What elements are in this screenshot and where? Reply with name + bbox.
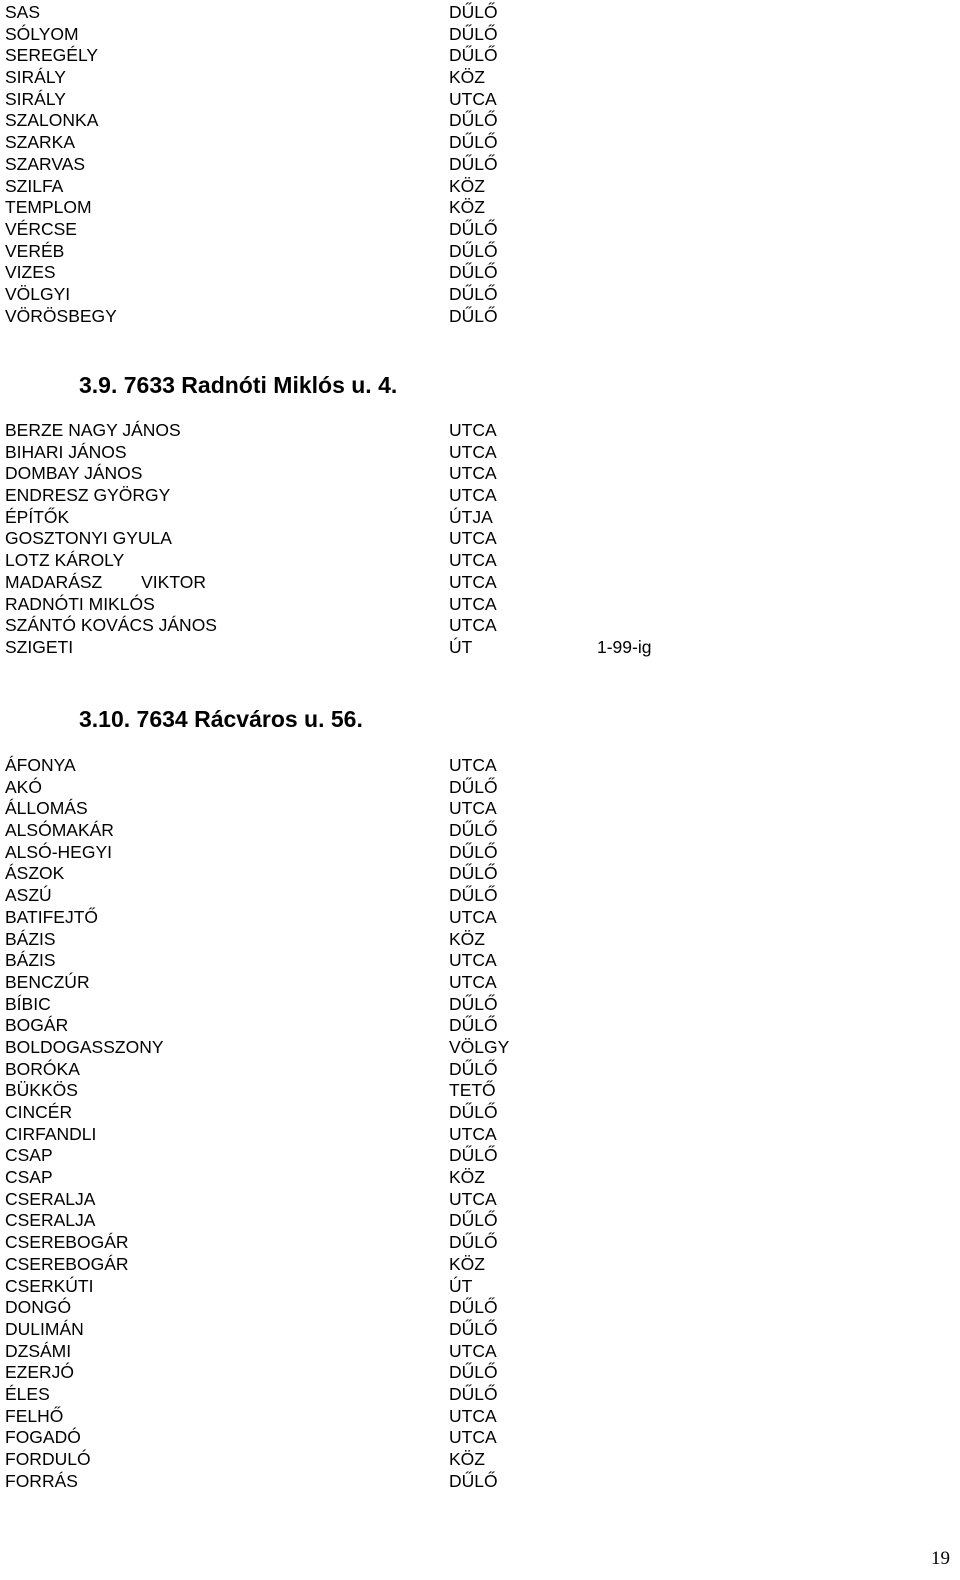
street-list-section-38 bbox=[5, 2, 905, 327]
street-list-section-310 bbox=[5, 755, 905, 1492]
street-name: ÉPÍTŐK bbox=[5, 506, 70, 527]
street-name: BENCZÚR bbox=[5, 971, 90, 992]
street-type: KÖZ bbox=[449, 1253, 485, 1274]
street-row bbox=[5, 1145, 905, 1167]
street-name: ÁLLOMÁS bbox=[5, 798, 88, 819]
street-type: KÖZ bbox=[449, 1449, 485, 1469]
street-row bbox=[5, 154, 905, 176]
street-type: KÖZ bbox=[449, 67, 485, 88]
street-name: SZALONKA bbox=[5, 110, 99, 131]
street-type: UTCA bbox=[449, 798, 497, 819]
street-name: BÜKKÖS bbox=[5, 1080, 78, 1101]
street-row bbox=[5, 550, 905, 572]
street-name: FORRÁS bbox=[5, 1470, 78, 1491]
street-type: DŰLŐ bbox=[449, 218, 498, 239]
street-type: ÚT bbox=[449, 1275, 473, 1296]
street-row bbox=[5, 528, 905, 550]
street-name: FOGADÓ bbox=[5, 1427, 81, 1448]
street-row bbox=[5, 1341, 905, 1363]
street-row bbox=[5, 463, 905, 485]
street-type: DŰLŐ bbox=[449, 1145, 498, 1166]
street-name: DONGÓ bbox=[5, 1297, 72, 1318]
street-name: BÍBIC bbox=[5, 993, 51, 1014]
street-row bbox=[5, 1254, 905, 1276]
street-type: DŰLŐ bbox=[449, 1232, 498, 1253]
street-row bbox=[5, 1319, 905, 1341]
street-row bbox=[5, 1384, 905, 1406]
street-name: ALSÓMAKÁR bbox=[5, 820, 114, 841]
street-name: BOLDOGASSZONY bbox=[5, 1036, 164, 1057]
street-row bbox=[5, 615, 905, 637]
street-row bbox=[5, 1124, 905, 1146]
street-row bbox=[5, 262, 905, 284]
street-name: CSERKÚTI bbox=[5, 1275, 94, 1296]
street-row bbox=[5, 24, 905, 46]
street-type: DŰLŐ bbox=[449, 1210, 498, 1231]
street-name: EZERJÓ bbox=[5, 1362, 75, 1383]
street-type: UTCA bbox=[449, 615, 497, 636]
street-name: CIRFANDLI bbox=[5, 1123, 97, 1144]
street-name: AKÓ bbox=[5, 776, 42, 797]
street-type: DŰLŐ bbox=[449, 2, 498, 22]
street-name: VÉRCSE bbox=[5, 218, 77, 239]
street-row bbox=[5, 89, 905, 111]
street-name: BORÓKA bbox=[5, 1058, 80, 1079]
street-row bbox=[5, 950, 905, 972]
street-name: ÁFONYA bbox=[5, 755, 76, 775]
street-type: UTCA bbox=[449, 950, 497, 971]
street-type: KÖZ bbox=[449, 197, 485, 218]
street-type: DŰLŐ bbox=[449, 1297, 498, 1318]
street-row bbox=[5, 755, 905, 777]
street-type: DŰLŐ bbox=[449, 885, 498, 906]
street-name: SZARVAS bbox=[5, 153, 86, 174]
street-type: DŰLŐ bbox=[449, 1362, 498, 1383]
page-number: 19 bbox=[931, 1548, 950, 1569]
street-row bbox=[5, 1232, 905, 1254]
street-name: VÖRÖSBEGY bbox=[5, 305, 117, 326]
street-row bbox=[5, 45, 905, 67]
street-type: DŰLŐ bbox=[449, 240, 498, 261]
street-type: UTCA bbox=[449, 1188, 497, 1209]
street-name: SIRÁLY bbox=[5, 67, 66, 88]
street-type: UTCA bbox=[449, 528, 497, 549]
street-row bbox=[5, 2, 905, 24]
street-row bbox=[5, 1471, 905, 1493]
street-row bbox=[5, 485, 905, 507]
street-name: CSERALJA bbox=[5, 1188, 96, 1209]
section-heading-3-9: 3.9. 7633 Radnóti Miklós u. 4. bbox=[79, 372, 398, 398]
street-type: DŰLŐ bbox=[449, 820, 498, 841]
street-type: UTCA bbox=[449, 1405, 497, 1426]
street-type: DŰLŐ bbox=[449, 1102, 498, 1122]
street-type: DŰLŐ bbox=[449, 993, 498, 1014]
street-row bbox=[5, 1449, 905, 1471]
street-name: LOTZ KÁROLY bbox=[5, 550, 125, 571]
street-row bbox=[5, 442, 905, 464]
street-name: BOGÁR bbox=[5, 1015, 69, 1036]
street-row bbox=[5, 132, 905, 154]
street-row bbox=[5, 241, 905, 263]
street-row bbox=[5, 284, 905, 306]
street-name: ALSÓ-HEGYI bbox=[5, 841, 112, 862]
street-row bbox=[5, 1037, 905, 1059]
street-row bbox=[5, 820, 905, 842]
street-row bbox=[5, 777, 905, 799]
street-row bbox=[5, 1276, 905, 1298]
street-name: CSAP bbox=[5, 1167, 53, 1188]
street-name: DZSÁMI bbox=[5, 1340, 72, 1361]
street-type: ÚT bbox=[449, 636, 473, 657]
street-row bbox=[5, 219, 905, 241]
street-name: GOSZTONYI GYULA bbox=[5, 528, 172, 549]
street-type: DŰLŐ bbox=[449, 776, 498, 797]
street-type: DŰLŐ bbox=[449, 841, 498, 862]
street-row bbox=[5, 994, 905, 1016]
street-row bbox=[5, 572, 905, 594]
street-name: ENDRESZ GYÖRGY bbox=[5, 485, 171, 506]
street-type: UTCA bbox=[449, 571, 497, 592]
street-name: CSEREBOGÁR bbox=[5, 1253, 129, 1274]
street-name: RADNÓTI MIKLÓS bbox=[5, 593, 155, 614]
street-name: VIZES bbox=[5, 262, 56, 283]
street-type: DŰLŐ bbox=[449, 1058, 498, 1079]
street-note: 1-99-ig bbox=[597, 636, 652, 657]
street-type: DŰLŐ bbox=[449, 305, 498, 326]
street-type: DŰLŐ bbox=[449, 23, 498, 44]
street-type: KÖZ bbox=[449, 175, 485, 196]
street-row bbox=[5, 306, 905, 328]
street-name: VERÉB bbox=[5, 240, 65, 261]
street-name: BATIFEJTŐ bbox=[5, 906, 99, 927]
street-type: UTCA bbox=[449, 463, 497, 484]
street-name: VÖLGYI bbox=[5, 283, 71, 304]
street-row bbox=[5, 863, 905, 885]
street-name: SZÁNTÓ KOVÁCS JÁNOS bbox=[5, 615, 217, 636]
street-row bbox=[5, 1167, 905, 1189]
street-row bbox=[5, 176, 905, 198]
street-name: BÁZIS bbox=[5, 950, 56, 971]
street-type: UTCA bbox=[449, 1123, 497, 1144]
street-row bbox=[5, 197, 905, 219]
street-row bbox=[5, 929, 905, 951]
street-row bbox=[5, 1102, 905, 1124]
street-type: DŰLŐ bbox=[449, 1015, 498, 1036]
street-row bbox=[5, 1210, 905, 1232]
street-type: UTCA bbox=[449, 906, 497, 927]
street-name: SAS bbox=[5, 2, 41, 22]
street-type: DŰLŐ bbox=[449, 45, 498, 66]
street-name: SEREGÉLY bbox=[5, 45, 99, 66]
street-name: CSEREBOGÁR bbox=[5, 1232, 129, 1253]
street-row bbox=[5, 842, 905, 864]
street-row bbox=[5, 507, 905, 529]
street-name: ÁSZOK bbox=[5, 863, 65, 884]
street-row bbox=[5, 1362, 905, 1384]
street-name: BIHARI JÁNOS bbox=[5, 441, 127, 462]
street-name: SIRÁLY bbox=[5, 88, 66, 109]
street-type: DŰLŐ bbox=[449, 1470, 498, 1491]
street-type: UTCA bbox=[449, 441, 497, 462]
street-type: TETŐ bbox=[449, 1080, 496, 1101]
street-name: CINCÉR bbox=[5, 1102, 73, 1122]
street-type: DŰLŐ bbox=[449, 863, 498, 884]
street-row bbox=[5, 1015, 905, 1037]
street-type: VÖLGY bbox=[449, 1036, 510, 1057]
street-row bbox=[5, 1406, 905, 1428]
street-type: DŰLŐ bbox=[449, 283, 498, 304]
street-name: DOMBAY JÁNOS bbox=[5, 463, 143, 484]
street-row bbox=[5, 594, 905, 616]
street-name: ÉLES bbox=[5, 1383, 50, 1404]
street-type: DŰLŐ bbox=[449, 153, 498, 174]
street-type: UTCA bbox=[449, 1340, 497, 1361]
street-name: BÁZIS bbox=[5, 928, 56, 949]
street-name: CSERALJA bbox=[5, 1210, 96, 1231]
street-row bbox=[5, 637, 905, 659]
street-type: KÖZ bbox=[449, 1167, 485, 1188]
street-type: DŰLŐ bbox=[449, 110, 498, 131]
street-row bbox=[5, 1297, 905, 1319]
street-name: SZIGETI bbox=[5, 636, 74, 657]
street-row bbox=[5, 885, 905, 907]
street-name: FORDULÓ bbox=[5, 1449, 91, 1469]
street-type: UTCA bbox=[449, 971, 497, 992]
street-name: SÓLYOM bbox=[5, 23, 79, 44]
street-row bbox=[5, 110, 905, 132]
street-row bbox=[5, 907, 905, 929]
street-type: UTCA bbox=[449, 88, 497, 109]
street-list-section-39 bbox=[5, 420, 905, 659]
section-heading-3-10: 3.10. 7634 Rácváros u. 56. bbox=[79, 706, 363, 732]
street-type: DŰLŐ bbox=[449, 1318, 498, 1339]
street-name: BERZE NAGY JÁNOS bbox=[5, 420, 181, 440]
street-row bbox=[5, 972, 905, 994]
street-type: UTCA bbox=[449, 485, 497, 506]
street-row bbox=[5, 1427, 905, 1449]
street-name: TEMPLOM bbox=[5, 197, 92, 218]
street-row bbox=[5, 1189, 905, 1211]
street-row bbox=[5, 798, 905, 820]
street-name: FELHŐ bbox=[5, 1405, 64, 1426]
street-name: CSAP bbox=[5, 1145, 53, 1166]
street-type: UTCA bbox=[449, 550, 497, 571]
street-type: ÚTJA bbox=[449, 506, 493, 527]
street-name: ASZÚ bbox=[5, 885, 52, 906]
street-type: UTCA bbox=[449, 420, 497, 440]
street-name: SZARKA bbox=[5, 132, 76, 153]
street-type: UTCA bbox=[449, 1427, 497, 1448]
street-row bbox=[5, 1059, 905, 1081]
street-row bbox=[5, 1080, 905, 1102]
street-type: DŰLŐ bbox=[449, 262, 498, 283]
street-type: DŰLŐ bbox=[449, 1383, 498, 1404]
street-name: MADARÁSZ VIKTOR bbox=[5, 571, 206, 592]
street-type: KÖZ bbox=[449, 928, 485, 949]
street-type: DŰLŐ bbox=[449, 132, 498, 153]
street-row bbox=[5, 420, 905, 442]
street-name: DULIMÁN bbox=[5, 1318, 84, 1339]
street-row bbox=[5, 67, 905, 89]
street-name: SZILFA bbox=[5, 175, 64, 196]
street-type: UTCA bbox=[449, 593, 497, 614]
street-type: UTCA bbox=[449, 755, 497, 775]
